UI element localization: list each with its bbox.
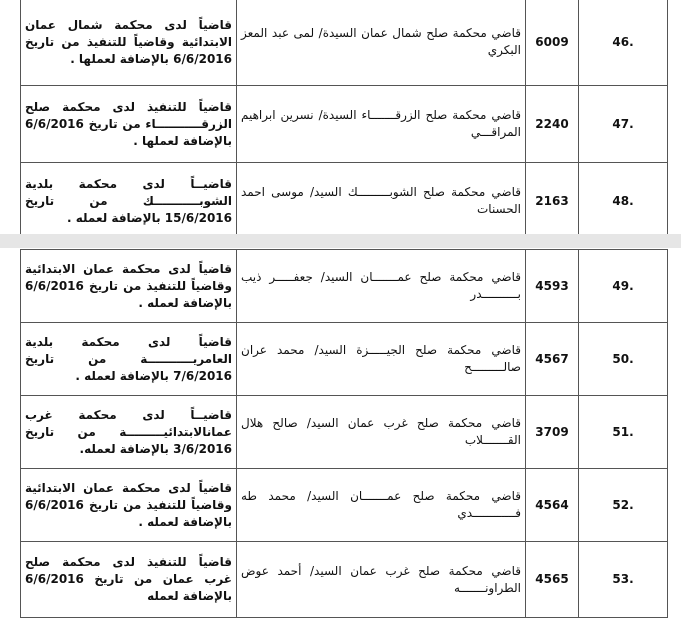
table-row — [21, 469, 668, 542]
judge-name: قاضي محكمة صلح غرب عمان السيد/ صالح هلال القـــــــلاب — [237, 396, 526, 469]
table-row — [21, 0, 668, 86]
table-row — [21, 396, 668, 469]
judge-id: 4567 — [526, 323, 579, 396]
assignment-note: قاضياً لدى محكمة عمان الابتدائية وقاضياً للتنفيذ من تاريخ 6/6/2016 بالإضافة لعمله . — [21, 250, 237, 323]
table-row — [21, 163, 668, 240]
judge-name: قاضي محكمة صلح الزرقـــــــاء السيدة/ نسرين ابراهيم المراقـــي — [237, 86, 526, 163]
judge-id: 4564 — [526, 469, 579, 542]
judge-id: 4565 — [526, 542, 579, 618]
assignment-note: قاضياً للتنفيذ لدى محكمة صلح غرب عمان من تاريخ 6/6/2016 بالإضافة لعمله — [21, 542, 237, 618]
appointments-table-top — [20, 0, 668, 240]
table-row — [21, 250, 668, 323]
row-number: .46 — [579, 0, 668, 86]
row-number: .48 — [579, 163, 668, 240]
judge-name: قاضي محكمة صلح غرب عمان السيد/ أحمد عوض الطراونـــــــه — [237, 542, 526, 618]
judge-name: قاضي محكمة صلح عمـــــــان السيد/ محمد طه فــــــــــــدي — [237, 469, 526, 542]
assignment-note: قاضياً لدى محكمة شمال عمان الابتدائية وقاضياً للتنفيذ من تاريخ 6/6/2016 بالإضافة لعملها . — [21, 0, 237, 86]
row-number: .49 — [579, 250, 668, 323]
judge-id: 2240 — [526, 86, 579, 163]
assignment-note: قاضياً للتنفيذ لدى محكمة صلح الزرقـــــــــــاء من تاريخ 6/6/2016 بالإضافة لعملها . — [21, 86, 237, 163]
row-number: .47 — [579, 86, 668, 163]
table-row — [21, 542, 668, 618]
table-row — [21, 323, 668, 396]
judge-id: 2163 — [526, 163, 579, 240]
assignment-note: قاضيــاً لدى محكمة بلدية الشوبـــــــــــك من تاريخ 15/6/2016 بالإضافة لعمله . — [21, 163, 237, 240]
assignment-note: قاضياً لدى محكمة بلدية العامريـــــــــــة من تاريخ 7/6/2016 بالإضافة لعمله . — [21, 323, 237, 396]
row-number: .51 — [579, 396, 668, 469]
judge-id: 3709 — [526, 396, 579, 469]
judge-name: قاضي محكمة صلح الشوبـــــــــك السيد/ موسى احمد الحسنات — [237, 163, 526, 240]
assignment-note: قاضيــاً لدى محكمة غرب عمانالابتدائيـــــــــة من تاريخ 3/6/2016 بالإضافة لعمله. — [21, 396, 237, 469]
judge-id: 4593 — [526, 250, 579, 323]
row-number: .50 — [579, 323, 668, 396]
judge-name: قاضي محكمة صلح الجيـــــزة السيد/ محمد عران صالـــــــــح — [237, 323, 526, 396]
table-row — [21, 86, 668, 163]
judge-name: قاضي محكمة صلح عمـــــــان السيد/ جعفـــــر ذيب بــــــــــدر — [237, 250, 526, 323]
judge-name: قاضي محكمة صلح شمال عمان السيدة/ لمى عبد المعز البكري — [237, 0, 526, 86]
row-number: .52 — [579, 469, 668, 542]
page-break — [0, 234, 681, 248]
judge-id: 6009 — [526, 0, 579, 86]
assignment-note: قاضياً لدى محكمة عمان الابتدائية وقاضياً للتنفيذ من تاريخ 6/6/2016 بالإضافة لعمله . — [21, 469, 237, 542]
row-number: .53 — [579, 542, 668, 618]
appointments-table-bottom — [20, 249, 668, 618]
